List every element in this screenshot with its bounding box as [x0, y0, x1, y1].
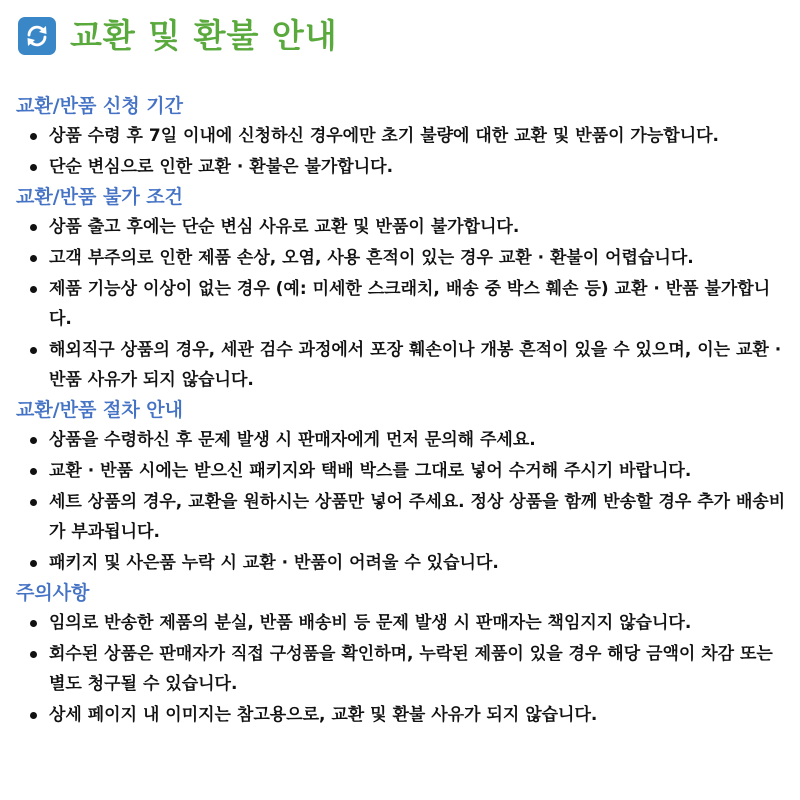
page-title: 교환 및 환불 안내	[70, 16, 338, 55]
section-cautions	[16, 579, 786, 730]
section-title: 교환/반품 신청 기간	[16, 95, 184, 117]
item-list	[16, 608, 786, 730]
policy-content	[16, 92, 786, 731]
list-item: 패키지 및 사은품 누락 시 교환 · 반품이 어려울 수 있습니다.	[16, 548, 786, 578]
list-item: 상세 페이지 내 이미지는 참고용으로, 교환 및 환불 사유가 되지 않습니다.	[16, 700, 786, 730]
page-header	[18, 14, 338, 58]
list-item: 세트 상품의 경우, 교환을 원하시는 상품만 넣어 주세요. 정상 상품을 함께 반송할 경우 추가 배송비가 부과됩니다.	[16, 487, 786, 547]
list-item: 상품 수령 후 7일 이내에 신청하신 경우에만 초기 불량에 대한 교환 및 반품이 가능합니다.	[16, 121, 786, 151]
section-request-period	[16, 92, 786, 182]
section-title: 교환/반품 불가 조건	[16, 186, 184, 208]
list-item: 해외직구 상품의 경우, 세관 검수 과정에서 포장 훼손이나 개봉 흔적이 있을 수 있으며, 이는 교환 · 반품 사유가 되지 않습니다.	[16, 335, 786, 395]
item-list	[16, 121, 786, 182]
item-list	[16, 425, 786, 578]
section-title: 교환/반품 절차 안내	[16, 399, 184, 421]
item-list	[16, 212, 786, 395]
list-item: 제품 기능상 이상이 없는 경우 (예: 미세한 스크래치, 배송 중 박스 훼손 등) 교환 · 반품 불가합니다.	[16, 274, 786, 334]
list-item: 임의로 반송한 제품의 분실, 반품 배송비 등 문제 발생 시 판매자는 책임지지 않습니다.	[16, 608, 786, 638]
list-item: 상품을 수령하신 후 문제 발생 시 판매자에게 먼저 문의해 주세요.	[16, 425, 786, 455]
section-procedure	[16, 396, 786, 578]
section-title: 주의사항	[16, 582, 90, 604]
list-item: 상품 출고 후에는 단순 변심 사유로 교환 및 반품이 불가합니다.	[16, 212, 786, 242]
refresh-icon	[18, 17, 56, 55]
section-not-allowed	[16, 183, 786, 395]
list-item: 회수된 상품은 판매자가 직접 구성품을 확인하며, 누락된 제품이 있을 경우 해당 금액이 차감 또는 별도 청구될 수 있습니다.	[16, 639, 786, 699]
list-item: 고객 부주의로 인한 제품 손상, 오염, 사용 흔적이 있는 경우 교환 · 환불이 어렵습니다.	[16, 243, 786, 273]
list-item: 교환 · 반품 시에는 받으신 패키지와 택배 박스를 그대로 넣어 수거해 주시기 바랍니다.	[16, 456, 786, 486]
list-item: 단순 변심으로 인한 교환 · 환불은 불가합니다.	[16, 152, 786, 182]
